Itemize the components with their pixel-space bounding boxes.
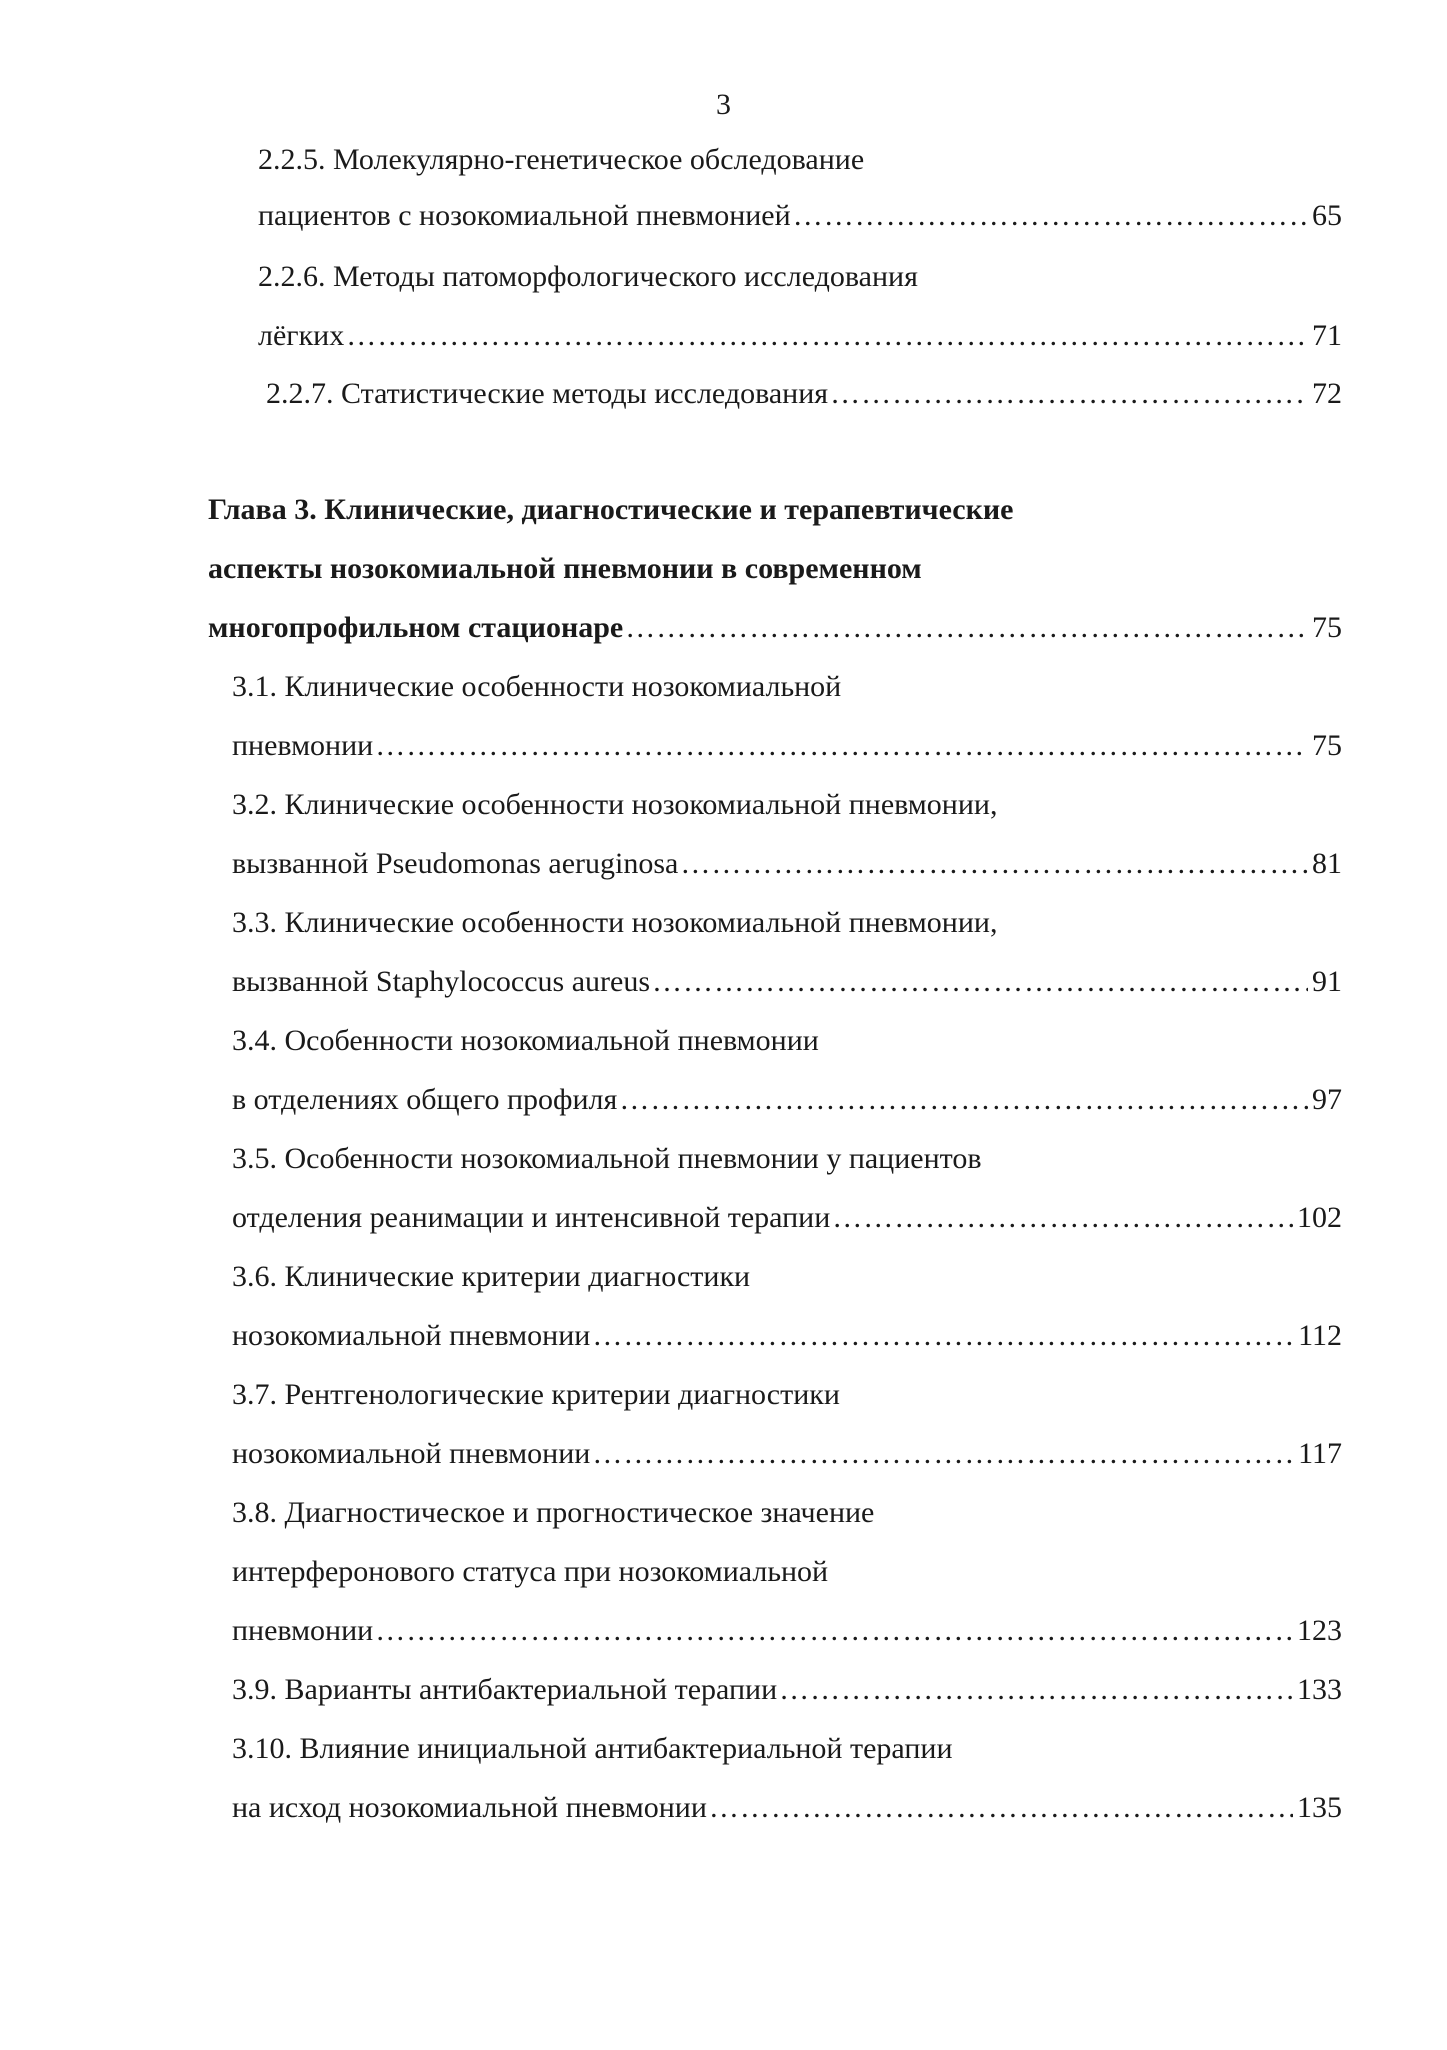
dot-leader	[652, 962, 1308, 1002]
toc-entry-2-2-6-line-1: 2.2.6. Методы патоморфологического исследования	[258, 260, 918, 293]
toc-entry-3-1-line-1: 3.1. Клинические особенности нозокомиальной	[232, 670, 842, 703]
toc-entry-3-8[interactable]	[232, 1611, 1342, 1651]
dot-leader	[592, 1434, 1294, 1474]
chapter-heading-line-1: Глава 3. Клинические, диагностические и терапевтические	[208, 493, 1014, 526]
page-number: 3	[716, 88, 731, 121]
dot-leader	[375, 1611, 1293, 1651]
toc-page-number: 123	[1297, 1614, 1342, 1647]
toc-entry-text: 2.2.7. Статистические методы исследования	[266, 377, 829, 410]
toc-entry-3-4-line-1: 3.4. Особенности нозокомиальной пневмонии	[232, 1024, 819, 1057]
toc-entry-2-2-5[interactable]	[258, 196, 1342, 236]
dot-leader	[346, 316, 1308, 356]
toc-entry-3-2[interactable]	[232, 844, 1342, 884]
toc-entry-3-10-line-1: 3.10. Влияние инициальной антибактериальной терапии	[232, 1732, 953, 1765]
dot-leader	[832, 1198, 1293, 1238]
toc-page-number: 102	[1297, 1201, 1342, 1234]
toc-entry-text: вызванной Pseudomonas aeruginosa	[232, 847, 679, 880]
toc-entry-2-2-6[interactable]	[258, 316, 1342, 356]
toc-entry-3-7-line-1: 3.7. Рентгенологические критерии диагностики	[232, 1378, 840, 1411]
toc-entry-3-6[interactable]	[232, 1316, 1342, 1356]
toc-entry-text: 3.9. Варианты антибактериальной терапии	[232, 1673, 778, 1706]
toc-page-number: 112	[1298, 1319, 1342, 1352]
dot-leader	[793, 196, 1308, 236]
toc-entry-3-5[interactable]	[232, 1198, 1342, 1238]
toc-entry-text: пневмонии	[232, 1614, 374, 1647]
toc-page-number: 133	[1297, 1673, 1342, 1706]
toc-page-number: 135	[1297, 1791, 1342, 1824]
chapter-heading-line-3: многопрофильном стационаре	[208, 611, 624, 644]
toc-entry-text: нозокомиальной пневмонии	[232, 1319, 591, 1352]
dot-leader	[779, 1670, 1293, 1710]
toc-page-number: 72	[1312, 377, 1342, 410]
dot-leader	[619, 1080, 1308, 1120]
toc-entry-3-6-line-1: 3.6. Клинические критерии диагностики	[232, 1260, 751, 1293]
toc-page-number: 97	[1312, 1083, 1342, 1116]
toc-entry-text: пациентов с нозокомиальной пневмонией	[258, 199, 791, 232]
toc-entry-2-2-5-line-1: 2.2.5. Молекулярно-генетическое обследование	[258, 143, 865, 176]
toc-page-number: 81	[1312, 847, 1342, 880]
toc-entry-3-4[interactable]	[232, 1080, 1342, 1120]
dot-leader	[375, 726, 1308, 766]
toc-entry-text: отделения реанимации и интенсивной терапии	[232, 1201, 831, 1234]
dot-leader	[830, 374, 1308, 414]
toc-entry-3-3-line-1: 3.3. Клинические особенности нозокомиальной пневмонии,	[232, 906, 998, 939]
dot-leader	[592, 1316, 1294, 1356]
toc-entry-3-9[interactable]	[232, 1670, 1342, 1710]
toc-entry-3-8-line-2: интерферонового статуса при нозокомиальной	[232, 1555, 829, 1588]
dot-leader	[709, 1788, 1293, 1828]
dot-leader	[680, 844, 1308, 884]
toc-page-number: 71	[1312, 319, 1342, 352]
toc-page-number: 117	[1298, 1437, 1342, 1470]
dot-leader	[625, 608, 1308, 648]
toc-entry-chapter-3[interactable]	[208, 608, 1342, 648]
toc-entry-text: нозокомиальной пневмонии	[232, 1437, 591, 1470]
toc-entry-text: пневмонии	[232, 729, 374, 762]
toc-entry-text: в отделениях общего профиля	[232, 1083, 618, 1116]
toc-entry-3-7[interactable]	[232, 1434, 1342, 1474]
toc-entry-3-10[interactable]	[232, 1788, 1342, 1828]
toc-entry-3-5-line-1: 3.5. Особенности нозокомиальной пневмонии у пациентов	[232, 1142, 982, 1175]
toc-page-number: 75	[1312, 611, 1342, 644]
toc-entry-3-8-line-1: 3.8. Диагностическое и прогностическое значение	[232, 1496, 875, 1529]
toc-page-number: 65	[1312, 199, 1342, 232]
toc-entry-text: вызванной Staphylococcus aureus	[232, 965, 651, 998]
chapter-heading-line-2: аспекты нозокомиальной пневмонии в современном	[208, 552, 922, 585]
toc-entry-3-2-line-1: 3.2. Клинические особенности нозокомиальной пневмонии,	[232, 788, 998, 821]
toc-page-number: 91	[1312, 965, 1342, 998]
toc-entry-3-3[interactable]	[232, 962, 1342, 1002]
toc-entry-text: лёгких	[258, 319, 345, 352]
toc-page-number: 75	[1312, 729, 1342, 762]
toc-entry-text: на исход нозокомиальной пневмонии	[232, 1791, 707, 1824]
toc-entry-2-2-7[interactable]	[266, 374, 1342, 414]
toc-entry-3-1[interactable]	[232, 726, 1342, 766]
